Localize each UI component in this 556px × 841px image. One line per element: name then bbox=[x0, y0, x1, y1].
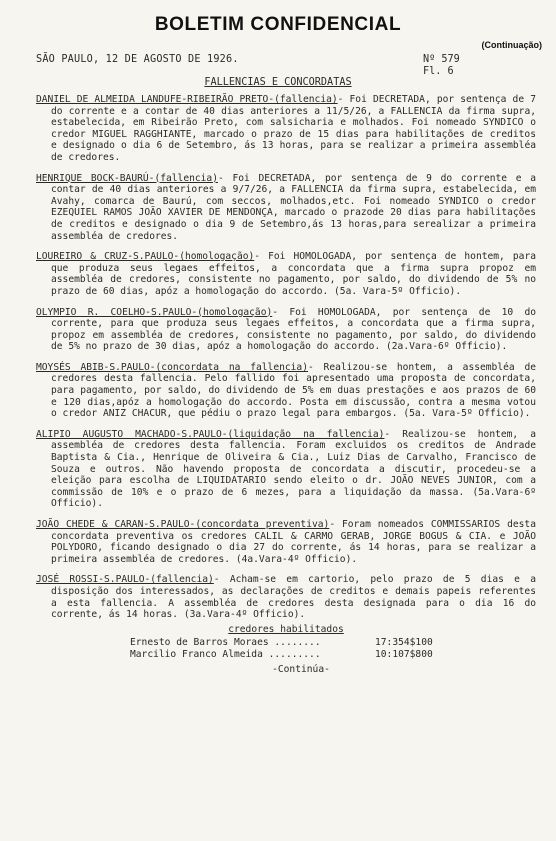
entry-body: - Foi DECRETADA, por sentença de 9 do corrente e a contar de 40 dias anteriores a 9/7/26, a FALLENCIA da firma supra, estabelecida, em Avahy, comarca de Baurú, com seccos, molhados,etc. Foi nomeado SYNDICO o credor EZEQUIEL RAMOS JOÃO XAVIER DE MENDONÇA, marcado o prazode 20 dias para habilitações de creditos e designado o dia 9 de Setembro,ás 13 horas,para serealizar a primeira assembléa de credores. bbox=[51, 172, 536, 242]
entry-heading: LOUREIRO & CRUZ-S.PAULO-(homologação) bbox=[36, 251, 255, 263]
entry-loureiro-cruz bbox=[36, 251, 536, 297]
continuation-label: (Continuação) bbox=[481, 40, 542, 50]
entry-body: - Foi DECRETADA, por sentença de 7 do corrente e a contar de 40 dias anteriores a 11/5/26, a FALLENCIA da firma supra, estabelecida, em Ribeirão Preto, com salsicharia e molhados. Foi nomeado SYNDICO o credor MIGUEL RAGGHIANTE, marcado o prazo de 15 dias para habilitações de creditos e designado o dia 6 de Setembro, ás 13 horas, para se realizar a primeira assembléa de credores. bbox=[51, 94, 536, 163]
entry-heading: HENRIQUE BOCK-BAURÚ-(fallencia) bbox=[36, 172, 218, 184]
creditors-title: credores habilitados bbox=[228, 623, 344, 635]
creditor-amount: 10:107$800 bbox=[375, 648, 433, 660]
entry-body: - Realizou-se hontem, a assembléa de credores desta fallencia. Foram excluidos os creditos de Andrade Baptista & Cia., Henrique de Oliveira & Cia., Luiz Dias de Carvalho, Francisco de Souza e outros. Não havendo proposta de concordata a discutir, procedeu-se a eleição para escolha de LIQUIDATARIO sendo eleito o dr. JOÃO NEVES JUNIOR, com a commissão de 10% e o prazo de 6 mezes, para a liquidação da massa. (5a.Vara-6º Officio). bbox=[51, 428, 536, 510]
entry-heading: JOSÉ ROSSI-S.PAULO-(fallencia) bbox=[36, 574, 214, 586]
entry-moyses-abib bbox=[36, 362, 536, 420]
creditor-name: Ernesto de Barros Moraes ........ bbox=[130, 636, 321, 648]
entry-body: - Foram nomeados COMMISSARIOS desta concordata preventiva os credores CALIL & CARMO GERAB, JORGE BOGUS & CIA. e JOÃO POLYDORO, ficando designado o dia 27 do corrente, ás 14 horas, para se realizar a primeira assembléa de credores. (4a.Vara-4º Officio). bbox=[51, 519, 536, 565]
continues-marker: -Continúa- bbox=[272, 663, 330, 675]
entries-list bbox=[36, 94, 536, 675]
entry-heading: OLYMPIO R. COELHO-S.PAULO-(homologação) bbox=[36, 306, 273, 318]
entry-jose-rossi bbox=[36, 574, 536, 620]
entry-heading: DANIEL DE ALMEIDA LANDUFE-RIBEIRÃO PRETO-(fallencia) bbox=[36, 94, 338, 105]
creditor-amount: 17:354$100 bbox=[375, 636, 433, 648]
section-title: FALLENCIAS E CONCORDATAS bbox=[204, 77, 352, 88]
entry-heading: JOÃO CHEDE & CARAN-S.PAULO-(concordata preventiva) bbox=[36, 519, 330, 530]
bulletin-number: Nº 579 bbox=[423, 54, 460, 65]
entry-alipio-machado bbox=[36, 429, 536, 510]
entry-henrique-bock bbox=[36, 173, 536, 243]
entry-body: - Acham-se em cartorio, pelo prazo de 5 dias e a disposição dos interessados, as declarações de creditos e demais papeis referentes a esta fallencia. A assembléa de credores desta designada para o dia 16 do corrente, ás 14 horas. (3a.Vara-4º Officio). bbox=[51, 574, 536, 621]
bulletin-title: BOLETIM CONFIDENCIAL bbox=[154, 14, 402, 35]
entry-body: - Realizou-se hontem, a assembléa de credores desta fallencia. Pelo fallido foi apresentado uma proposta de concordata, para pagamento, por saldo, do dividendo de 5% em duas prestações e aos prazos de 60 e 120 dias,apóz a homologação do accordo. Posta em discussão, contra a mesma votou o credor ANIZ CHACUR, que pédiu o prazo legal para embargos. (5a. Vara-5º Officio). bbox=[51, 361, 537, 420]
creditor-row bbox=[36, 637, 536, 649]
entry-joao-chede-caran bbox=[36, 519, 536, 565]
sheet-number: Fl. 6 bbox=[423, 66, 454, 77]
entry-daniel-de-almeida bbox=[36, 94, 536, 164]
entry-heading: ALIPIO AUGUSTO MACHADO-S.PAULO-(liquidação na fallencia) bbox=[36, 428, 385, 440]
entry-olympio-coelho bbox=[36, 307, 536, 353]
entry-body: - Foi HOMOLOGADA, por sentença de hontem, para que produza seus legaes effeitos, a concordata que a firma supra propoz em assembléa de credores, consistente no pagamento, por saldo, do dividendo de 5% no prazo de 60 dias, apóz a homologação do accordo. (5a. Vara-5º Officio). bbox=[51, 251, 536, 297]
entry-body: - Foi HOMOLOGADA, por sentença de 10 do corrente, para que produza seus legaes effeitos, a concordata que a firma supra, propoz em assembléa de credores, consistente no pagamento, por saldo, do dividendo de 5% no prazo de 30 dias, apóz a homologação do accordo. (2a.Vara-6º Officio). bbox=[51, 306, 537, 353]
creditor-row bbox=[36, 649, 536, 661]
entry-heading: MOYSÉS ABIB-S.PAULO-(concordata na fallencia) bbox=[36, 361, 308, 373]
creditor-name: Marcilio Franco Almeida ......... bbox=[130, 648, 321, 660]
dateline: SÃO PAULO, 12 DE AGOSTO DE 1926. bbox=[36, 54, 239, 65]
